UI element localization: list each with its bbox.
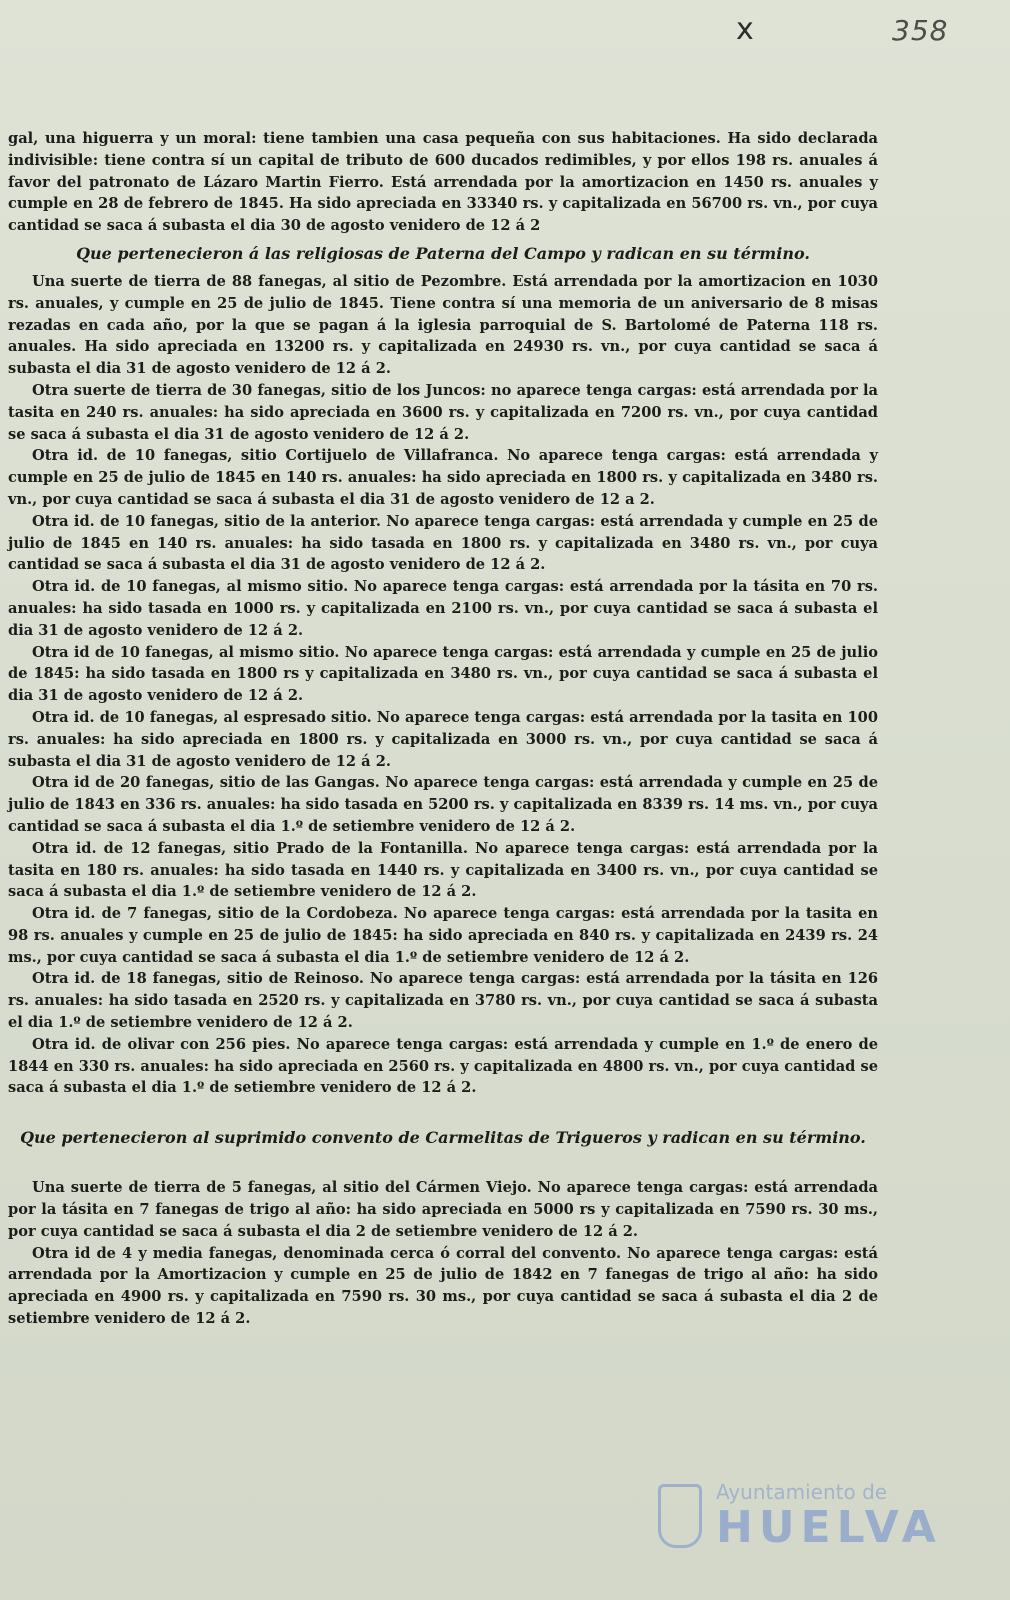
paragraph-item: Otra id de 10 fanegas, al mismo sitio. No aparece tenga cargas: está arrendada y cumple en 25 de julio de 1845: ha sido tasada en 1800 rs y capitalizada en 3480 rs. vn., por cuya cantidad se saca á subasta el dia 31 de agosto venidero de 12 á 2. xyxy=(8,643,878,705)
paragraph-item: Otra id. de 12 fanegas, sitio Prado de la Fontanilla. No aparece tenga cargas: está arrendada por la tasita en 180 rs. anuales: ha sido tasada en 1440 rs. y capitalizada en 3400 rs. vn., por cuya cantidad se saca á subasta el dia 1.º de setiembre venidero de 12 á 2. xyxy=(8,839,878,901)
paragraph-item: Otra id. de olivar con 256 pies. No aparece tenga cargas: está arrendada y cumple en 1.º de enero de 1844 en 330 rs. anuales: ha sido apreciada en 2560 rs. y capitalizada en 4800 rs. vn., por cuya cantidad se saca á subasta el dia 1.º de setiembre venidero de 12 á 2. xyxy=(8,1035,878,1097)
watermark-big-text: HUELVA xyxy=(716,1502,942,1553)
section-gap xyxy=(8,1099,878,1121)
paragraph-item: Una suerte de tierra de 88 fanegas, al sitio de Pezombre. Está arrendada por la amortizacion en 1030 rs. anuales, y cumple en 25 de julio de 1845. Tiene contra sí una memoria de un aniversario de 8 misas rezadas en cada año, por la que se pagan á la iglesia parroquial de S. Bartolomé de Paterna 118 rs. anuales. Ha sido apreciada en 13200 rs. y capitalizada en 24930 rs. vn., por cuya cantidad se saca á subasta el dia 31 de agosto venidero de 12 á 2. xyxy=(8,272,878,378)
paragraph-continuation: gal, una higuerra y un moral: tiene tambien una casa pequeña con sus habitaciones. Ha sido declarada indivisible: tiene contra sí un capital de tributo de 600 ducados redimibles, y por ellos 198 rs. anuales á favor del patronato de Lázaro Martin Fierro. Está arrendada por la amortizacion en 1450 rs. anuales y cumple en 28 de febrero de 1845. Ha sido apreciada en 33340 rs. y capitalizada en 56700 rs. vn., por cuya cantidad se saca á subasta el dia 30 de agosto venidero de 12 á 2 xyxy=(8,130,878,235)
section-heading-trigueros: Que pertenecieron al suprimido convento de Carmelitas de Trigueros y radican en su término. xyxy=(20,1128,866,1148)
ayuntamiento-watermark xyxy=(658,1480,958,1560)
watermark-small-text: Ayuntamiento de xyxy=(716,1480,888,1504)
folio-number: 358 xyxy=(892,14,949,47)
paragraph-item: Otra id de 20 fanegas, sitio de las Gangas. No aparece tenga cargas: está arrendada y cumple en 25 de julio de 1843 en 336 rs. anuales: ha sido tasada en 5200 rs. y capitalizada en 8339 rs. 14 ms. vn., por cuya cantidad se saca á subasta el dia 1.º de setiembre venidero de 12 á 2. xyxy=(8,774,878,835)
paragraph-item: Otra id. de 10 fanegas, sitio Cortijuelo de Villafranca. No aparece tenga cargas: está arrendada y cumple en 25 de julio de 1845 en 140 rs. anuales: ha sido apreciada en 1800 rs. y capitalizada en 3480 rs. vn., por cuya cantidad se saca á subasta el dia 31 de agosto venidero de 12 a 2. xyxy=(8,447,878,508)
paragraph-item: Otra id. de 7 fanegas, sitio de la Cordobeza. No aparece tenga cargas: está arrendada por la tasita en 98 rs. anuales y cumple en 25 de julio de 1845: ha sido apreciada en 840 rs. y capitalizada en 2439 rs. 24 ms., por cuya cantidad se saca á subasta el dia 1.º de setiembre venidero de 12 á 2. xyxy=(8,905,878,966)
paragraph-item: Otra id. de 10 fanegas, al mismo sitio. No aparece tenga cargas: está arrendada por la tásita en 70 rs. anuales: ha sido tasada en 1000 rs. y capitalizada en 2100 rs. vn., por cuya cantidad se saca á subasta el dia 31 de agosto venidero de 12 á 2. xyxy=(8,578,878,639)
paragraph-item: Otra id. de 10 fanegas, al espresado sitio. No aparece tenga cargas: está arrendada por la tasita en 100 rs. anuales: ha sido apreciada en 1800 rs. y capitalizada en 3000 rs. vn., por cuya cantidad se saca á subasta el dia 31 de agosto venidero de 12 á 2. xyxy=(8,708,878,770)
paragraph-item: Otra suerte de tierra de 30 fanegas, sitio de los Juncos: no aparece tenga cargas: está arrendada por la tasita en 240 rs. anuales: ha sido apreciada en 3600 rs. y capitalizada en 7200 rs. vn., por cuya cantidad se saca á subasta el dia 31 de agosto venidero de 12 á 2. xyxy=(8,381,878,443)
seal-icon xyxy=(658,1484,702,1548)
paragraph-item: Una suerte de tierra de 5 fanegas, al sitio del Cármen Viejo. No aparece tenga cargas: está arrendada por la tásita en 7 fanegas de trigo al año: ha sido apreciada en 5000 rs y capitalizada en 7590 rs. 30 ms., por cuya cantidad se saca á subasta el dia 2 de setiembre venidero de 12 á 2. xyxy=(8,1179,878,1240)
paragraph-item: Otra id. de 18 fanegas, sitio de Reinoso. No aparece tenga cargas: está arrendada por la tásita en 126 rs. anuales: ha sido tasada en 2520 rs. y capitalizada en 3780 rs. vn., por cuya cantidad se saca á subasta el dia 1.º de setiembre venidero de 12 á 2. xyxy=(8,970,878,1032)
section-gap xyxy=(8,1155,878,1177)
margin-mark: x xyxy=(736,12,754,47)
paragraph-item: Otra id de 4 y media fanegas, denominada cerca ó corral del convento. No aparece tenga cargas: está arrendada por la Amortizacion y cumple en 25 de julio de 1842 en 7 fanegas de trigo al año: ha sido apreciada en 4900 rs. y capitalizada en 7590 rs. 30 ms., por cuya cantidad se saca á subasta el dia 2 de setiembre venidero de 12 á 2. xyxy=(8,1244,878,1328)
text-body xyxy=(8,128,878,1330)
section-heading-paterna: Que pertenecieron á las religiosas de Paterna del Campo y radican en su término. xyxy=(76,243,810,263)
paragraph-item: Otra id. de 10 fanegas, sitio de la anterior. No aparece tenga cargas: está arrendada y cumple en 25 de julio de 1845 en 140 rs. anuales: ha sido tasada en 1800 rs. y capitalizada en 3480 rs. vn., por cuya cantidad se saca á subasta el dia 31 de agosto venidero de 12 á 2. xyxy=(8,512,878,574)
